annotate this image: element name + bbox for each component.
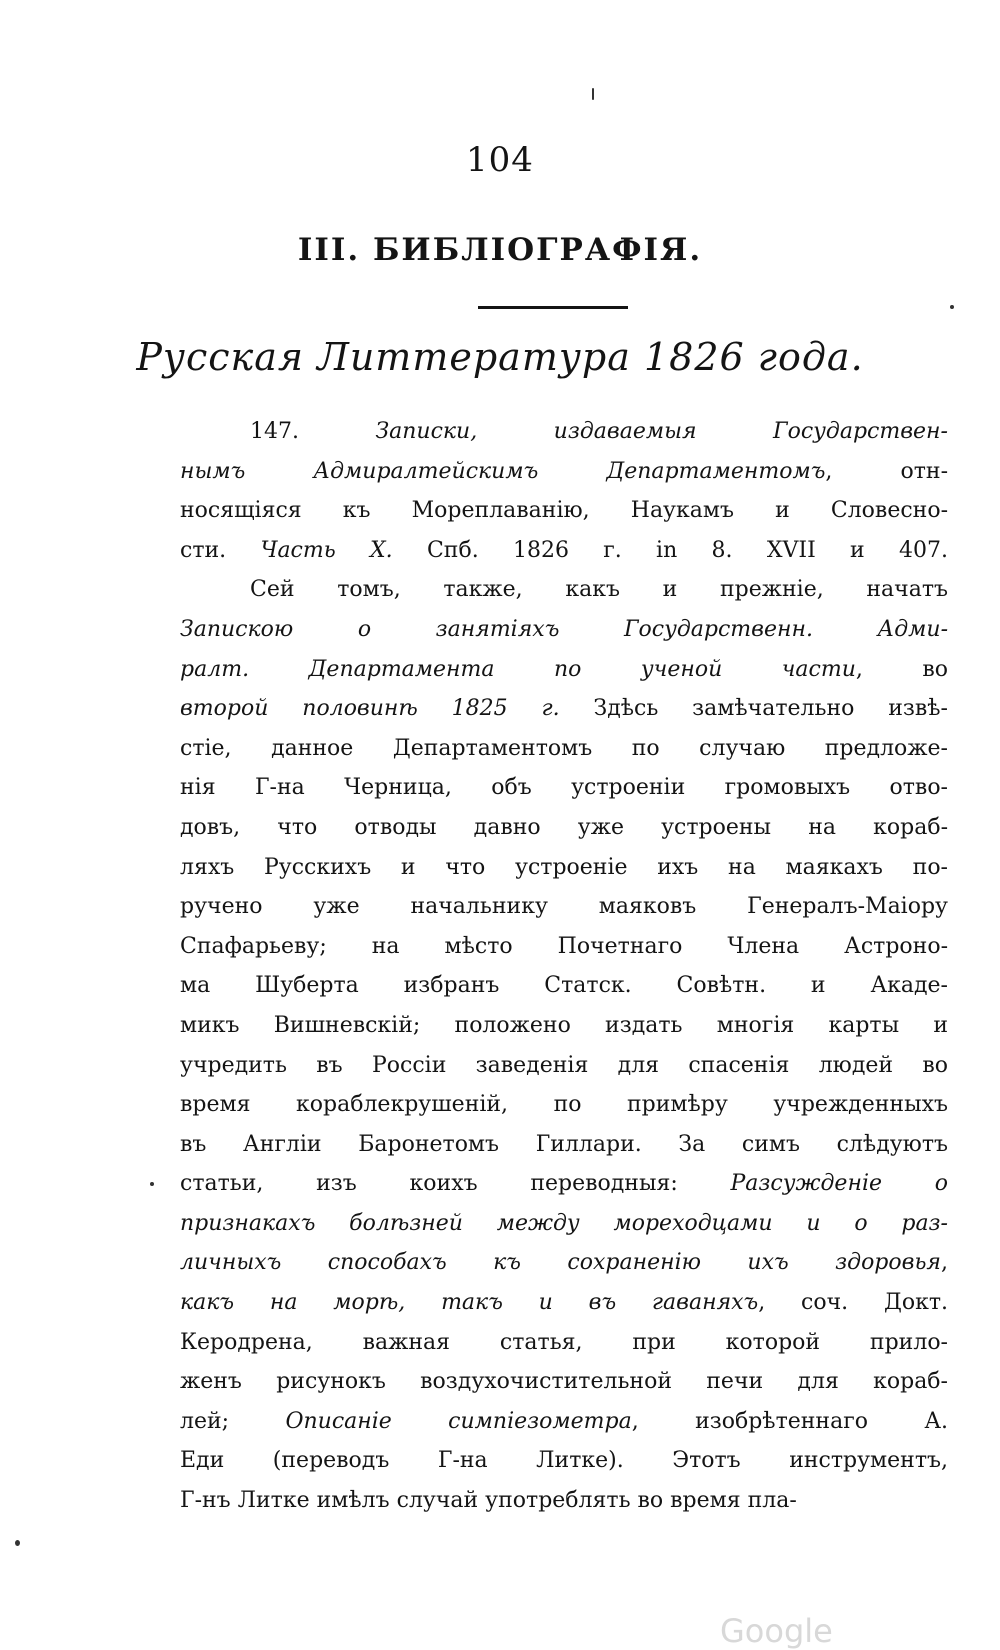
text-line: личныхъ способахъ къ сохраненiю ихъ здоровья,	[180, 1250, 948, 1276]
text-line: Керодрена, важная статья, при которой прило-	[180, 1329, 948, 1355]
text-line: ляхъ Русскихъ и что устроенiе ихъ на маякахъ по-	[180, 854, 948, 880]
text-line: статьи, изъ коихъ переводныя: Разсужденiе о	[180, 1171, 948, 1197]
text-line: ма Шуберта избранъ Статск. Совѣтн. и Акаде-	[180, 973, 948, 999]
text-line: сти. Часть X. Спб. 1826 г. in 8. XVII и 407.	[180, 537, 948, 563]
ink-speck	[950, 305, 954, 309]
article-subtitle: Русская Литтература 1826 года.	[136, 335, 864, 379]
text-line: учредить въ Россiи заведенiя для спасенiя людей во	[180, 1052, 948, 1078]
text-line: ручено уже начальнику маяковъ Генералъ-Маiору	[180, 894, 948, 920]
text-line: признакахъ болѣзней между мореходцами и о раз-	[180, 1210, 948, 1236]
text-line: Спафарьеву; на мѣсто Почетнаго Члена Астроно-	[180, 933, 948, 959]
heading-rule	[478, 306, 628, 309]
text-line: женъ рисунокъ воздухочистительной печи для кораб-	[180, 1369, 948, 1395]
section-heading: III. БИБЛIОГРАФIЯ.	[297, 232, 703, 268]
text-line: стiе, данное Департаментомъ по случаю предложе-	[180, 735, 948, 761]
article-body	[180, 412, 948, 1521]
text-line: нiя Г-на Черница, объ устроенiи громовыхъ отво-	[180, 775, 948, 801]
text-line: второй половинѣ 1825 г. Здѣсь замѣчательно извѣ-	[180, 696, 948, 722]
page-number: 104	[466, 140, 534, 180]
text-line: нымъ Адмиралтейскимъ Департаментомъ, отн-	[180, 458, 948, 484]
text-line: 147. Записки, издаваемыя Государствен-	[250, 419, 948, 444]
text-line: Г-нъ Литке имѣлъ случай употреблять во время пла-	[180, 1488, 797, 1514]
text-line: довъ, что отводы давно уже устроены на кораб-	[180, 814, 948, 840]
ink-speck	[592, 88, 594, 100]
ink-speck	[15, 1540, 20, 1546]
text-line: Еди (переводъ Г-на Литке). Этотъ инструментъ,	[180, 1448, 948, 1474]
text-line: микъ Вишневскiй; положено издать многiя карты и	[180, 1012, 948, 1038]
text-line: въ Англiи Баронетомъ Гиллари. За симъ слѣдуютъ	[180, 1131, 948, 1157]
text-line: Запискою о занятiяхъ Государственн. Адми-	[180, 616, 948, 642]
scan-watermark: Google	[720, 1612, 833, 1650]
text-line: ралт. Департамента по ученой части, во	[180, 656, 948, 682]
text-line: какъ на морѣ, такъ и въ гаваняхъ, соч. Докт.	[180, 1290, 948, 1316]
text-line: время кораблекрушенiй, по примѣру учрежденныхъ	[180, 1092, 948, 1118]
text-line: носящiяся къ Мореплаванiю, Наукамъ и Словесно-	[180, 498, 948, 524]
text-line: Сей томъ, также, какъ и прежнiе, начатъ	[250, 577, 948, 603]
text-line: лей; Описанiе симпiезометра, изобрѣтеннаго А.	[180, 1408, 948, 1434]
ink-speck	[150, 1182, 154, 1186]
